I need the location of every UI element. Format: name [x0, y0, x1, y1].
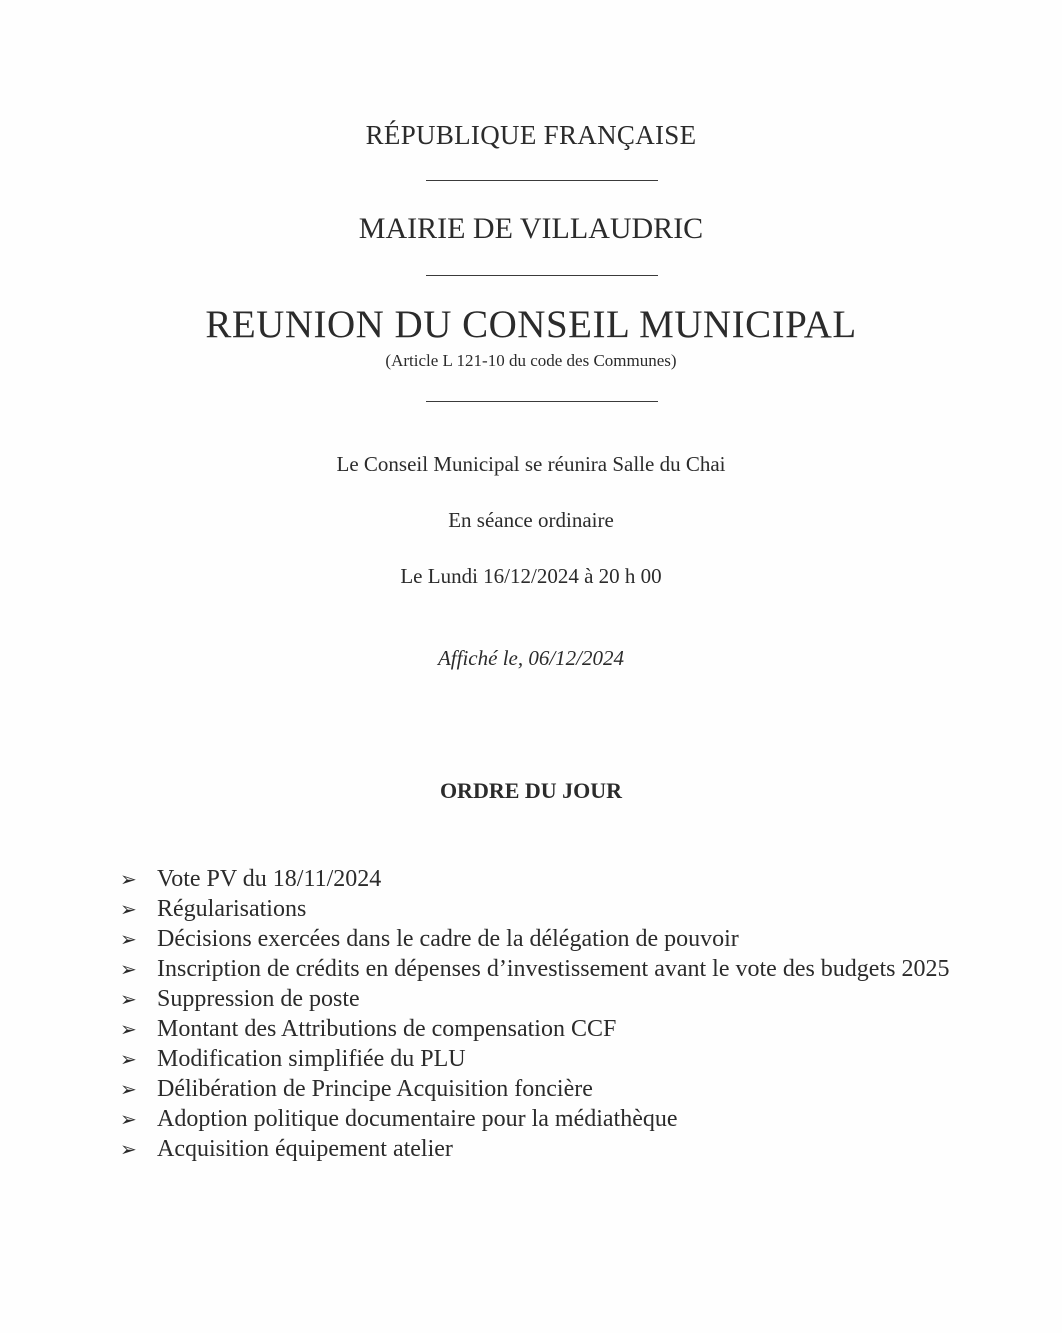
agenda-item — [120, 1014, 1000, 1044]
agenda-item — [120, 924, 1000, 954]
posted-date: Affiché le, 06/12/2024 — [437, 646, 625, 670]
arrowhead-bullet-icon: ➢ — [120, 1047, 137, 1071]
agenda-item — [120, 1044, 1000, 1074]
mairie-heading: MAIRIE DE VILLAUDRIC — [358, 212, 704, 245]
agenda-item-text: Délibération de Principe Acquisition foncière — [157, 1076, 593, 1102]
arrowhead-bullet-icon: ➢ — [120, 987, 137, 1011]
agenda-item-text: Régularisations — [157, 896, 307, 922]
separator-rule — [426, 401, 658, 402]
agenda-item — [120, 984, 1000, 1014]
republique-heading: RÉPUBLIQUE FRANÇAISE — [365, 120, 697, 150]
agenda-item-text: Inscription de crédits en dépenses d’investissement avant le vote des budgets 2025 — [157, 956, 950, 982]
agenda-item — [120, 1074, 1000, 1104]
agenda-item — [120, 864, 1000, 894]
agenda-item-text: Décisions exercées dans le cadre de la délégation de pouvoir — [157, 926, 739, 952]
separator-rule — [426, 275, 658, 276]
arrowhead-bullet-icon: ➢ — [120, 1137, 137, 1161]
agenda-list — [120, 864, 1000, 1164]
agenda-item-text: Vote PV du 18/11/2024 — [157, 866, 382, 892]
agenda-item-text: Modification simplifiée du PLU — [157, 1046, 466, 1072]
meeting-date: Le Lundi 16/12/2024 à 20 h 00 — [400, 564, 662, 588]
agenda-item — [120, 1134, 1000, 1164]
agenda-item-text: Acquisition équipement atelier — [157, 1136, 453, 1162]
arrowhead-bullet-icon: ➢ — [120, 1107, 137, 1131]
agenda-item-text: Montant des Attributions de compensation CCF — [157, 1016, 617, 1042]
arrowhead-bullet-icon: ➢ — [120, 957, 137, 981]
document-title: REUNION DU CONSEIL MUNICIPAL — [205, 303, 857, 346]
arrowhead-bullet-icon: ➢ — [120, 867, 137, 891]
agenda-title: ORDRE DU JOUR — [439, 778, 623, 803]
article-reference: (Article L 121-10 du code des Communes) — [385, 351, 677, 370]
agenda-item — [120, 954, 1000, 984]
meeting-session: En séance ordinaire — [448, 508, 614, 532]
arrowhead-bullet-icon: ➢ — [120, 927, 137, 951]
agenda-item-text: Adoption politique documentaire pour la médiathèque — [157, 1106, 678, 1132]
agenda-item — [120, 1104, 1000, 1134]
separator-rule — [426, 180, 658, 181]
agenda-item-text: Suppression de poste — [157, 986, 360, 1012]
arrowhead-bullet-icon: ➢ — [120, 1077, 137, 1101]
arrowhead-bullet-icon: ➢ — [120, 897, 137, 921]
arrowhead-bullet-icon: ➢ — [120, 1017, 137, 1041]
agenda-item — [120, 894, 1000, 924]
meeting-location: Le Conseil Municipal se réunira Salle du Chai — [336, 452, 726, 476]
